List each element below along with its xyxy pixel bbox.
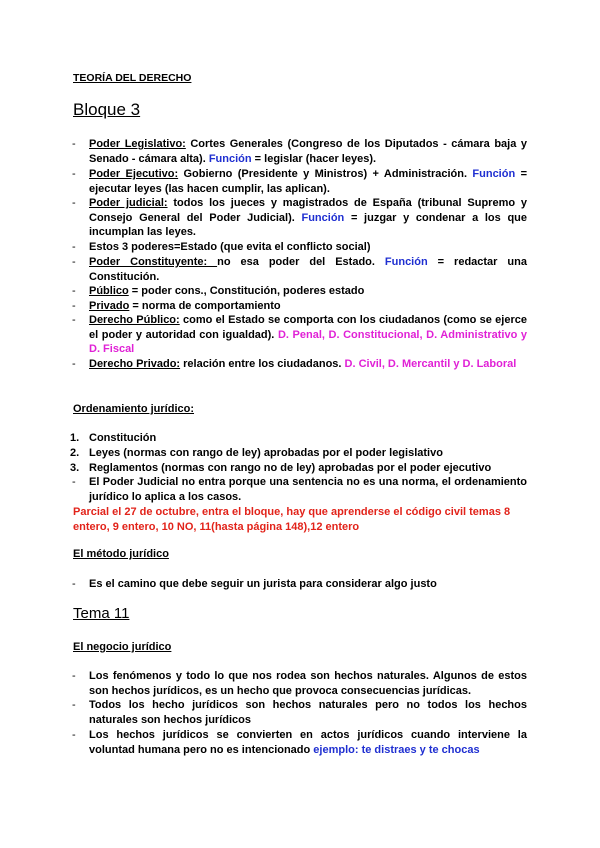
document-title: TEORÍA DEL DERECHO [73,72,192,84]
exam-note: Parcial el 27 de octubre, entra el bloque, hay que aprenderse el código civil temas 8 entero, 9 entero, 10 NO, 11(hasta página 148),12 entero [73,506,511,533]
tema-heading: Tema 11 [73,605,130,622]
list-item [72,167,527,196]
item-term: Público [89,285,129,297]
list-item [72,728,527,757]
item-text: relación entre los ciudadanos. [180,358,345,370]
tema-subheading: El negocio jurídico [73,641,172,653]
item-term: Derecho Público: [89,314,180,326]
item-text: todos los jueces y magistrados de España (tribunal Supremo y Consejo General del Poder Judicial). [89,197,527,224]
item-text: = norma de comportamiento [129,300,281,312]
item-highlight: Función [301,211,345,224]
item-highlight: Función [208,152,252,165]
list-item [72,313,528,357]
item-text: no esa poder del Estado. [217,256,385,268]
item-term: Derecho Privado: [89,358,181,370]
list-item [72,284,527,299]
list-item [72,299,527,314]
item-text: Los hechos jurídicos se convierten en actos jurídicos cuando interviene la voluntad humana pero no es intencionado [89,729,527,756]
item-tail: = legislar (hacer leyes). [251,152,377,165]
bloque-heading: Bloque 3 [73,100,141,119]
item-number: 1. [70,432,80,444]
bullet-dash: - [72,256,76,268]
item-text: Estos 3 poderes=Estado (que evita el conflicto social) [89,241,371,253]
item-text: El Poder Judicial no entra porque una sentencia no es una norma, el ordenamiento jurídico lo aplica a los casos. [89,476,527,503]
bullet-dash: - [72,197,76,209]
item-highlight: Función [472,168,516,180]
item-tail: = redactar una Constitución. [89,256,527,283]
item-tail: = ejecutar leyes (las hacen cumplir, las aplican). [89,168,527,195]
item-highlight: Función [384,256,428,268]
numbered-item [70,446,527,461]
list-item [72,577,527,592]
metodo-heading: El método jurídico [73,548,169,560]
list-item [72,255,527,284]
item-number: 3. [70,462,80,474]
item-branches: D. Civil, D. Mercantil y D. Laboral [344,358,517,370]
bullet-dash: - [72,670,76,682]
ordenamiento-heading: Ordenamiento jurídico: [73,403,195,415]
bullet-dash: - [72,285,76,297]
numbered-item [70,461,527,476]
item-text: Reglamentos (normas con rango no de ley) aprobadas por el poder ejecutivo [89,462,492,474]
bullet-dash: - [72,168,76,180]
item-text: Cortes Generales (Congreso de los Diputados - cámara baja y Senado - cámara alta). [89,138,527,165]
item-text: = poder cons., Constitución, poderes estado [128,285,365,297]
numbered-item [70,431,527,446]
item-term: Poder Ejecutivo: [89,168,179,180]
bullet-dash: - [72,138,76,150]
bullet-dash: - [72,476,76,488]
item-term: Poder Legislativo: [89,138,186,150]
bullet-dash: - [72,358,76,370]
list-item [72,357,527,372]
item-text: Constitución [89,432,157,444]
item-text: como el Estado se comporta con los ciudadanos (como se ejerce el poder y autoridad con igualdad). [89,314,527,341]
item-example: ejemplo: te distraes y te chocas [313,743,480,756]
bullet-dash: - [72,699,76,711]
bullet-dash: - [72,578,76,590]
item-term: Poder Constituyente: [89,256,218,268]
list-item [72,137,527,166]
bullet-dash: - [72,241,76,253]
bullet-dash: - [72,729,76,741]
item-text: Los fenómenos y todo lo que nos rodea son hechos naturales. Algunos de estos son hechos jurídicos, es un hecho que provoca consecuencias jurídicas. [89,670,527,697]
list-item [72,196,528,240]
bullet-dash: - [72,314,76,326]
item-text: Gobierno (Presidente y Ministros) + Administración. [178,168,473,180]
item-number: 2. [70,447,80,459]
list-item [72,240,527,255]
item-term: Privado [89,300,130,312]
item-text: Es el camino que debe seguir un jurista para considerar algo justo [89,578,437,590]
item-tail: = juzgar y condenar a los que incumplan las leyes. [89,211,528,239]
item-text: Leyes (normas con rango de ley) aprobadas por el poder legislativo [89,447,443,459]
item-text: Todos los hecho jurídicos son hechos naturales pero no todos los hechos naturales son hechos jurídicos [89,699,527,726]
list-item [72,669,527,698]
list-item [72,698,527,727]
item-branches: D. Penal, D. Constitucional, D. Administrativo y D. Fiscal [89,328,528,356]
list-item [72,475,527,504]
item-term: Poder judicial: [89,197,168,209]
bullet-dash: - [72,300,76,312]
